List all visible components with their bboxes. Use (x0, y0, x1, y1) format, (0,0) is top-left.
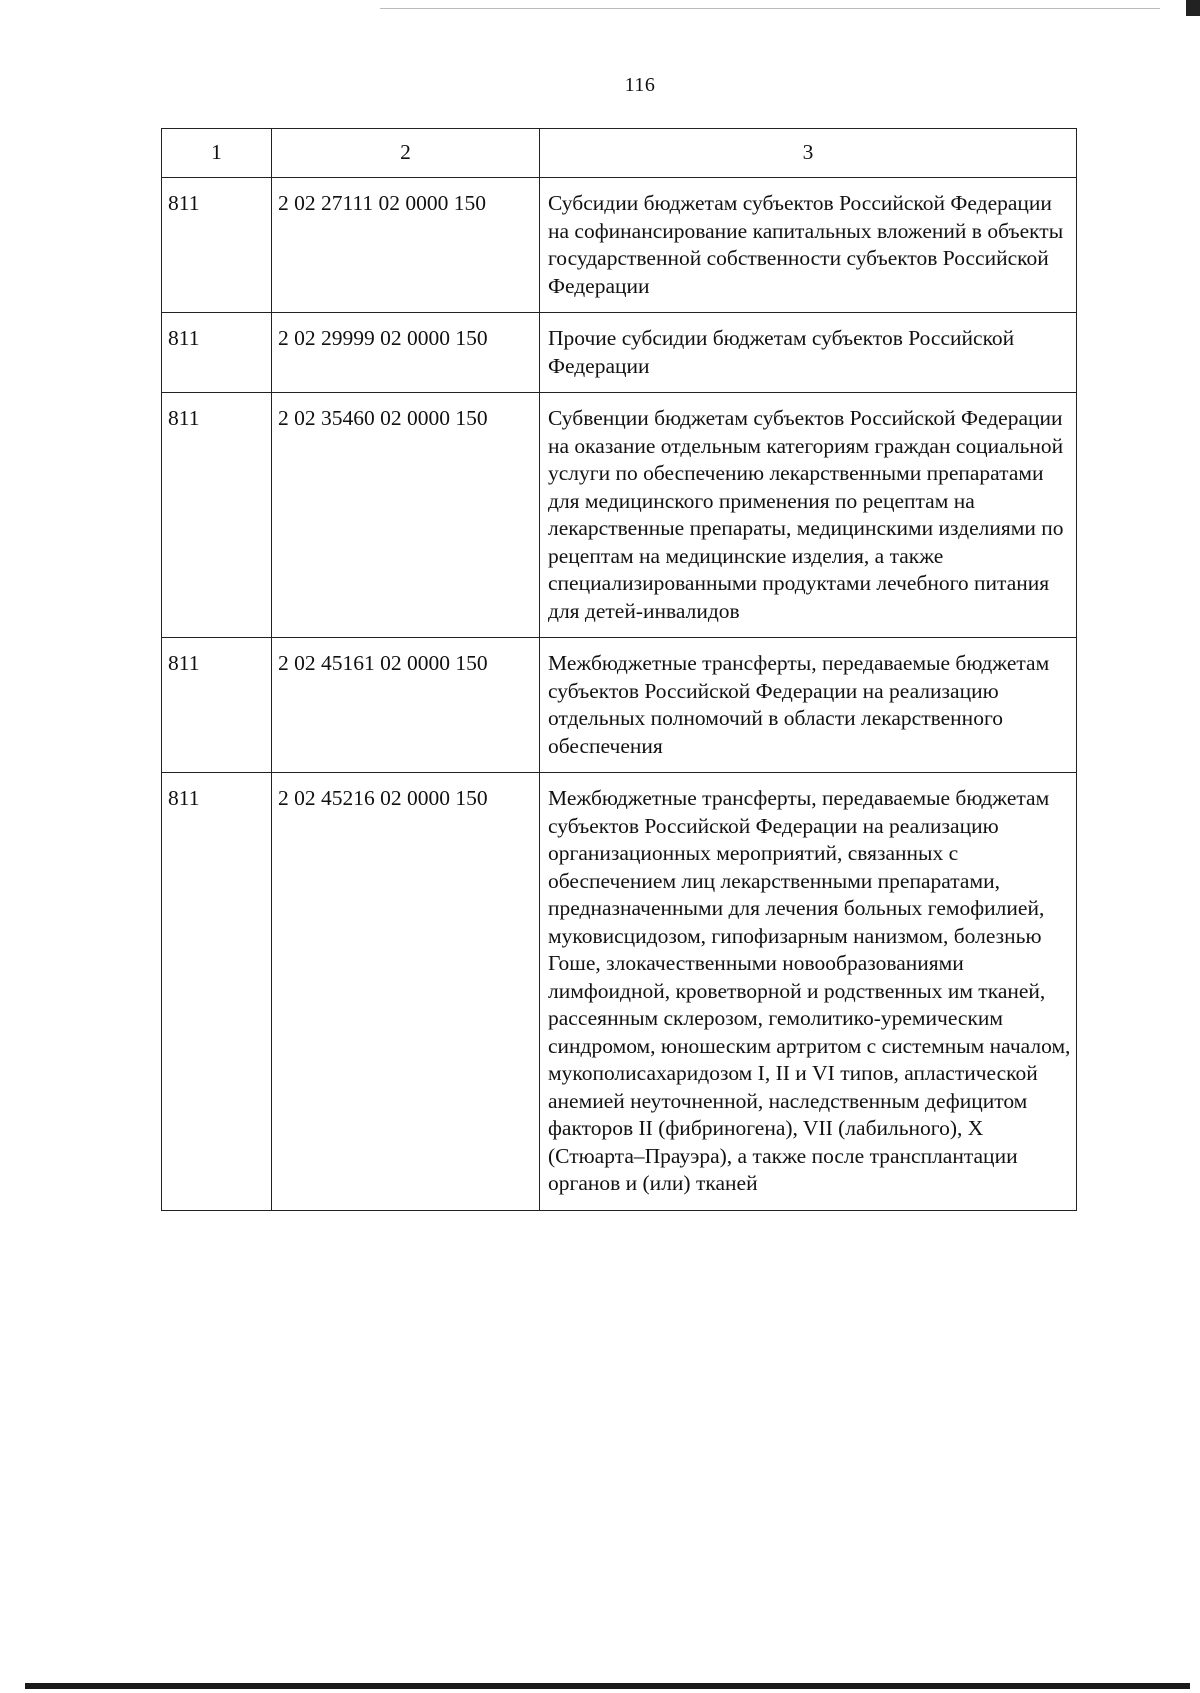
table-header-row (162, 129, 1077, 178)
description-cell: Субвенции бюджетам субъектов Российской Федерации на оказание отдельным категориям граждан социальной услуги по обеспечению лекарственными препаратами для медицинского применения по рецептам на лекарственные препараты, медицинскими изделиями по рецептам на медицинские изделия, а также специализированными продуктами лечебного питания для детей-инвалидов (540, 393, 1077, 638)
page-number: 116 (624, 74, 656, 96)
description-cell: Межбюджетные трансферты, передаваемые бюджетам субъектов Российской Федерации на реализацию отдельных полномочий в области лекарственного обеспечения (540, 638, 1077, 773)
column-header-3: 3 (540, 129, 1077, 178)
description-cell: Межбюджетные трансферты, передаваемые бюджетам субъектов Российской Федерации на реализацию организационных мероприятий, связанных с обеспечением лиц лекарственными препаратами, предназначенными для лечения больных гемофилией, муковисцидозом, гипофизарным нанизмом, болезнью Гоше, злокачественными новообразованиями лимфоидной, кроветворной и родственных им тканей, рассеянным склерозом, гемолитико-уремическим синдромом, юношеским артритом с системным началом, мукополисахаридозом I, II и VI типов, апластической анемией неуточненной, наследственным дефицитом факторов II (фибриногена), VII (лабильного), X (Стюарта–Прауэра), а также после трансплантации органов и (или) тканей (540, 773, 1077, 1211)
table-row (162, 773, 1077, 1211)
table-row (162, 178, 1077, 313)
scan-bottom-bar (25, 1683, 1190, 1689)
scan-corner-mark (1186, 0, 1200, 16)
budget-code-cell: 2 02 27111 02 0000 150 (272, 178, 540, 313)
budget-code-cell: 2 02 35460 02 0000 150 (272, 393, 540, 638)
column-header-1: 1 (162, 129, 272, 178)
description-cell: Прочие субсидии бюджетам субъектов Российской Федерации (540, 313, 1077, 393)
table-row (162, 313, 1077, 393)
budget-code-cell: 2 02 45216 02 0000 150 (272, 773, 540, 1211)
admin-code-cell: 811 (162, 773, 272, 1211)
description-cell: Субсидии бюджетам субъектов Российской Федерации на софинансирование капитальных вложений в объекты государственной собственности субъектов Российской Федерации (540, 178, 1077, 313)
table-row (162, 638, 1077, 773)
scan-top-rule (380, 8, 1160, 9)
budget-code-cell: 2 02 29999 02 0000 150 (272, 313, 540, 393)
admin-code-cell: 811 (162, 313, 272, 393)
admin-code-cell: 811 (162, 638, 272, 773)
admin-code-cell: 811 (162, 393, 272, 638)
budget-code-cell: 2 02 45161 02 0000 150 (272, 638, 540, 773)
budget-codes-table (161, 128, 1077, 1211)
column-header-2: 2 (272, 129, 540, 178)
table-row (162, 393, 1077, 638)
admin-code-cell: 811 (162, 178, 272, 313)
